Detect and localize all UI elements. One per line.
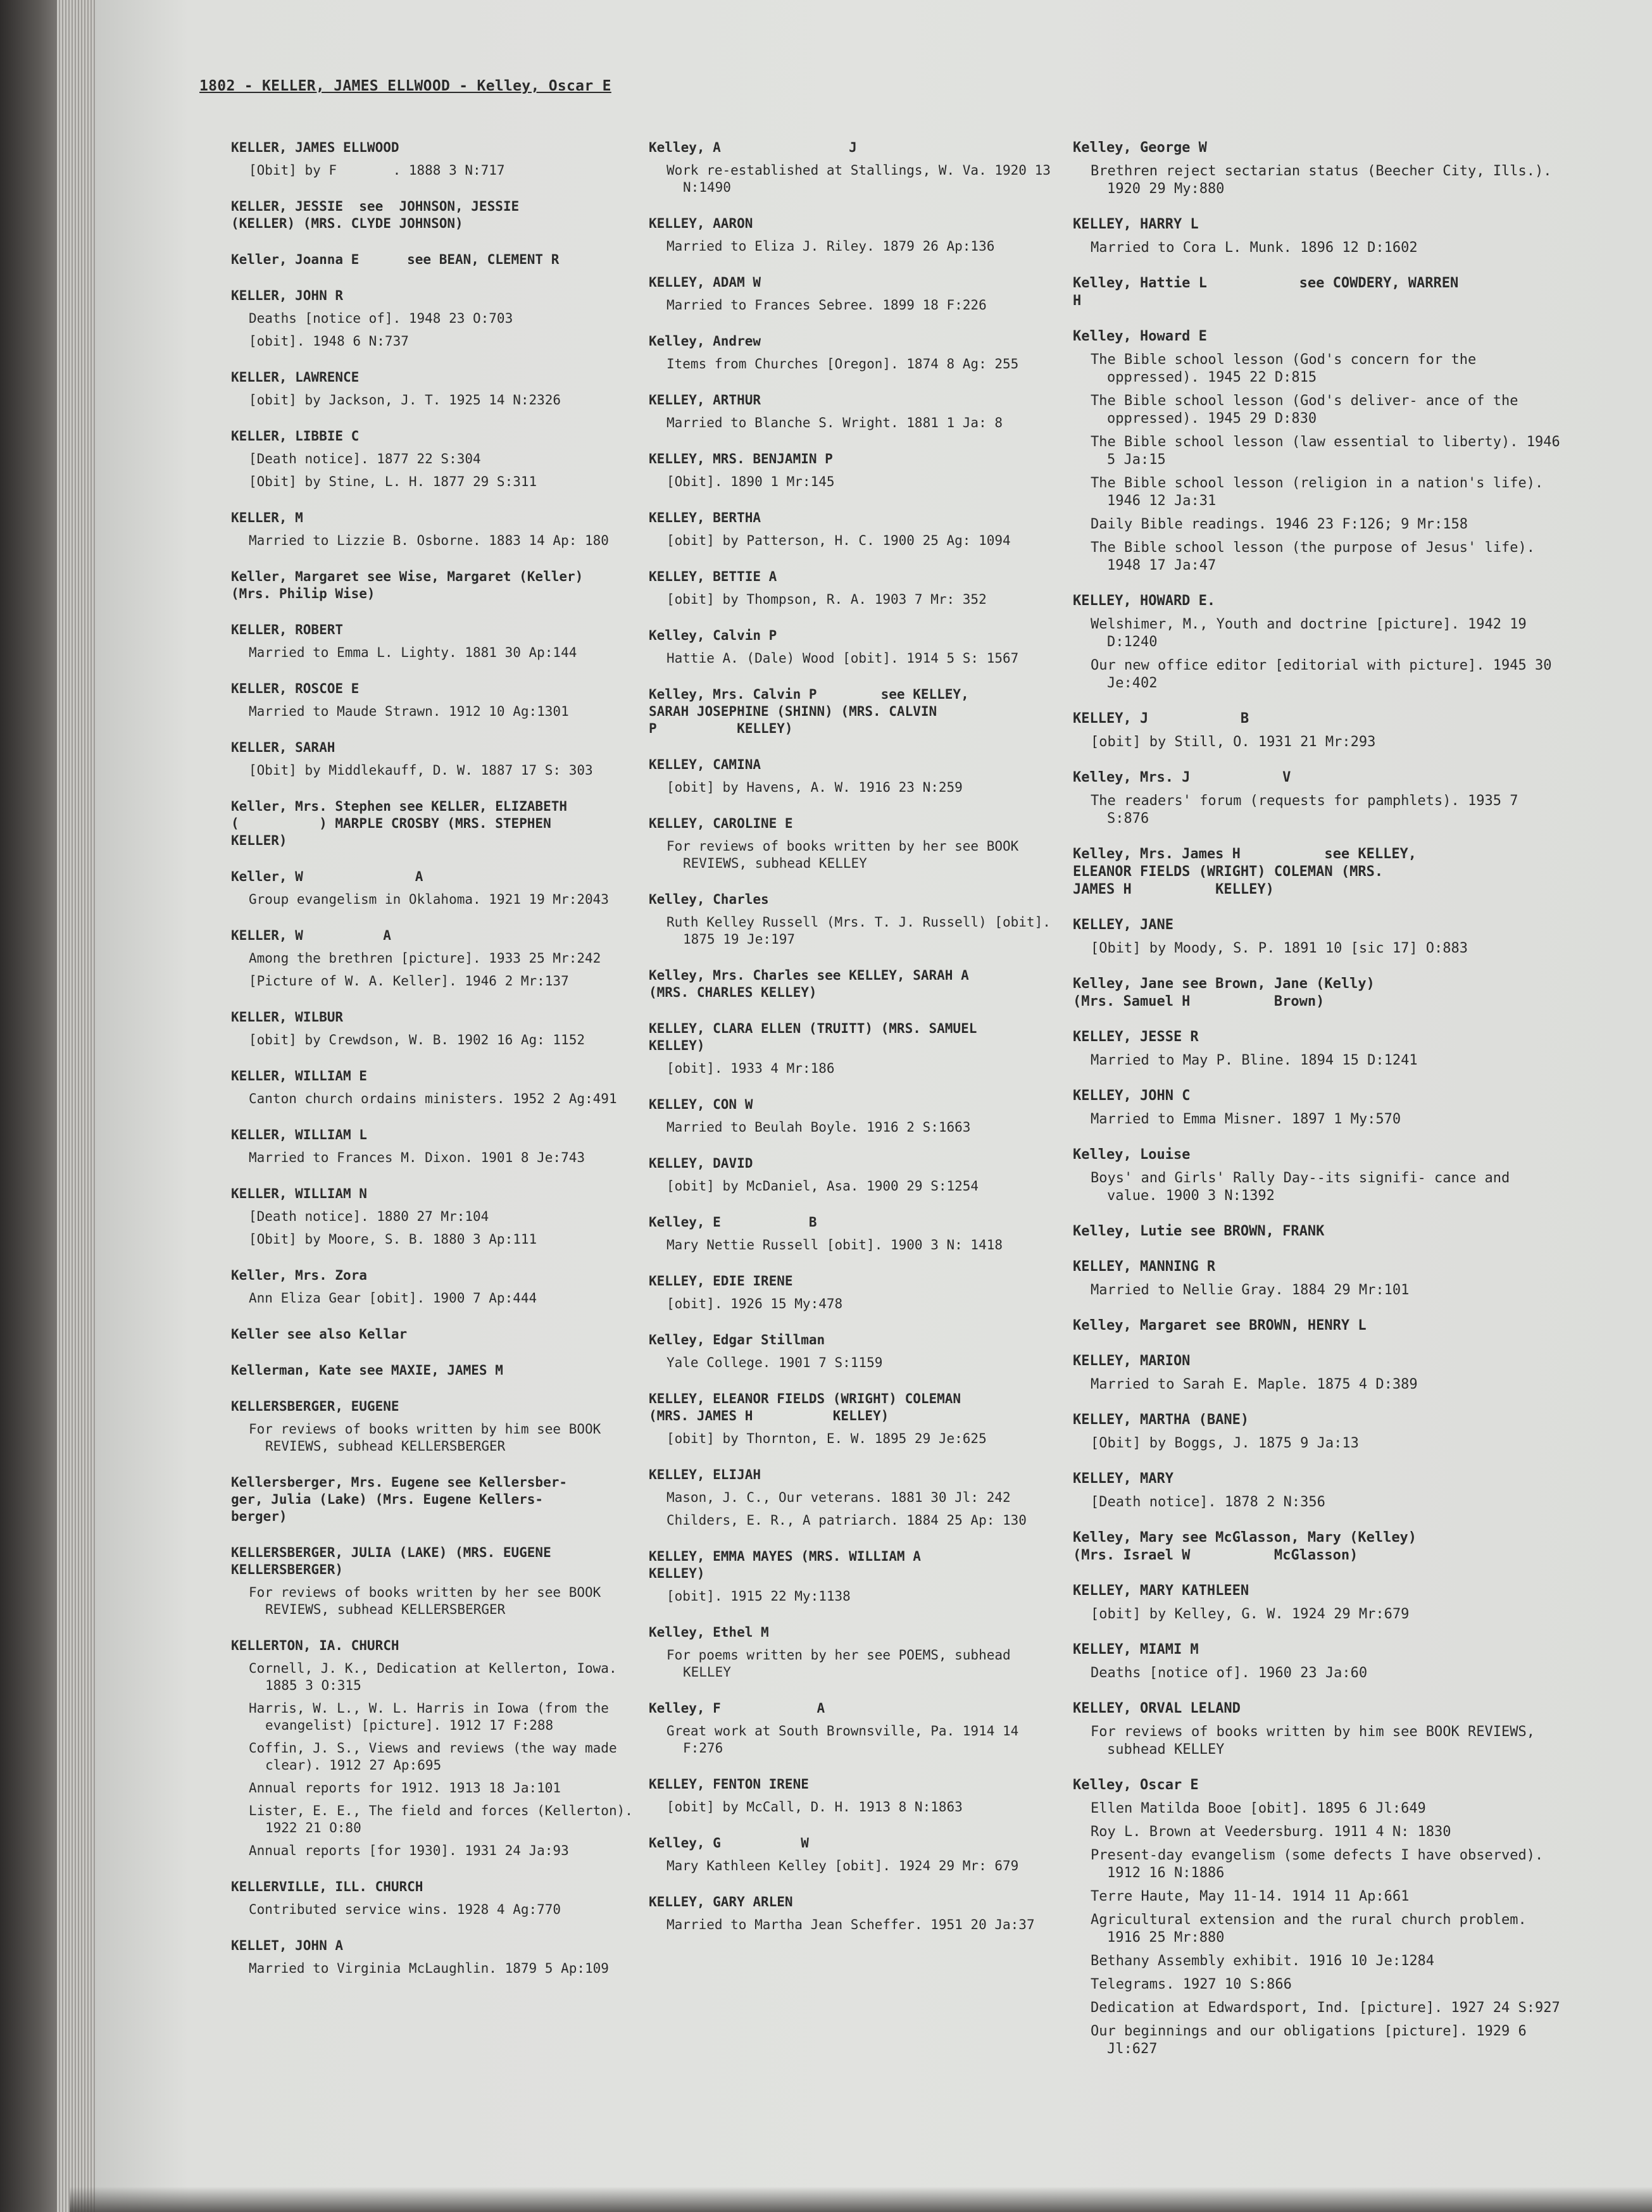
index-entry xyxy=(649,215,1054,255)
index-entry xyxy=(231,1185,636,1248)
entry-heading: Kelley, Edgar Stillman xyxy=(649,1332,825,1347)
entry-citation: Deaths [notice of]. 1960 23 Ja:60 xyxy=(1091,1665,1368,1681)
index-entry xyxy=(231,251,636,268)
entry-heading: Kelley, Jane see Brown, Jane (Kelly) (Mrs. Samuel H Brown) xyxy=(1073,976,1375,1009)
entry-heading: KELLER, LIBBIE C xyxy=(231,428,360,444)
index-entry xyxy=(649,1155,1054,1195)
entry-heading: KELLEY, AARON xyxy=(649,216,753,231)
index-entry xyxy=(231,739,636,779)
entry-heading: KELLEY, JANE xyxy=(1073,917,1173,933)
entry-citation: The readers' forum (requests for pamphlets). 1935 7 S:876 xyxy=(1091,793,1527,827)
entry-citation: Married to Blanche S. Wright. 1881 1 Ja: 8 xyxy=(666,415,1003,430)
index-entry xyxy=(649,627,1054,667)
entry-heading: KELLEY, ELEANOR FIELDS (WRIGHT) COLEMAN (MRS. JAMES H KELLEY) xyxy=(649,1391,961,1423)
entry-heading: KELLEY, MARION xyxy=(1073,1353,1191,1369)
entry-citation: Yale College. 1901 7 S:1159 xyxy=(666,1355,883,1370)
index-column-3 xyxy=(1073,139,1567,2076)
entry-heading: Kelley, Mary see McGlasson, Mary (Kelley) (Mrs. Israel W McGlasson) xyxy=(1073,1530,1417,1563)
index-entry xyxy=(231,680,636,720)
entry-citation: [obit]. 1948 6 N:737 xyxy=(249,334,409,349)
index-entry xyxy=(649,967,1054,1001)
entry-citation: The Bible school lesson (God's deliver- ance of the oppressed). 1945 29 D:830 xyxy=(1091,393,1527,427)
entry-citation: [obit] by Thornton, E. W. 1895 29 Je:625 xyxy=(666,1431,987,1446)
entry-heading: KELLER, ROSCOE E xyxy=(231,681,360,696)
entry-heading: Kelley, Mrs. Charles see KELLEY, SARAH A (MRS. CHARLES KELLEY) xyxy=(649,968,969,1000)
index-column-2 xyxy=(649,139,1059,1953)
entry-heading: KELLER, WILLIAM L xyxy=(231,1127,367,1142)
entry-heading: KELLEY, MRS. BENJAMIN P xyxy=(649,451,833,466)
index-entry xyxy=(649,1273,1054,1313)
index-entry xyxy=(649,1390,1054,1447)
index-entry xyxy=(1073,1641,1567,1682)
entry-heading: Kelley, A J xyxy=(649,140,857,155)
entry-heading: KELLEY, BETTIE A xyxy=(649,569,777,584)
entry-heading: KELLEY, ARTHUR xyxy=(649,392,761,408)
entry-heading: Kelley, Mrs. James H see KELLEY, ELEANOR FIELDS (WRIGHT) COLEMAN (MRS. JAMES H KELLEY) xyxy=(1073,846,1417,897)
entry-heading: KELLET, JOHN A xyxy=(231,1938,344,1953)
index-entry xyxy=(1073,1700,1567,1759)
index-entry xyxy=(231,1362,636,1379)
entry-citation: The Bible school lesson (the purpose of Jesus' life). 1948 17 Ja:47 xyxy=(1091,540,1544,573)
entry-citation: [obit] by Crewdson, W. B. 1902 16 Ag: 1152 xyxy=(249,1032,585,1047)
entry-heading: KELLER, WILLIAM E xyxy=(231,1068,367,1084)
entry-citation: Married to Beulah Boyle. 1916 2 S:1663 xyxy=(666,1120,971,1135)
entry-citation: Harris, W. L., W. L. Harris in Iowa (from the evangelist) [picture]. 1912 17 F:288 xyxy=(249,1701,617,1733)
index-entry xyxy=(231,927,636,990)
entry-citation: Childers, E. R., A patriarch. 1884 25 Ap: 130 xyxy=(666,1513,1027,1528)
index-entry xyxy=(1073,975,1567,1011)
entry-citation: [obit] by Kelley, G. W. 1924 29 Mr:679 xyxy=(1091,1606,1410,1622)
index-entry xyxy=(649,815,1054,872)
index-entry xyxy=(1073,216,1567,257)
entry-heading: KELLEY, MANNING R xyxy=(1073,1259,1216,1275)
entry-citation: [obit]. 1933 4 Mr:186 xyxy=(666,1061,835,1076)
entry-heading: Kelley, Margaret see BROWN, HENRY L xyxy=(1073,1318,1367,1334)
index-entry xyxy=(1073,1028,1567,1070)
entry-citation: [Obit] by Boggs, J. 1875 9 Ja:13 xyxy=(1091,1435,1359,1451)
index-entry xyxy=(231,798,636,849)
entry-citation: Married to Nellie Gray. 1884 29 Mr:101 xyxy=(1091,1282,1410,1298)
entry-citation: Married to Eliza J. Riley. 1879 26 Ap:136 xyxy=(666,239,995,254)
index-entry xyxy=(1073,1087,1567,1128)
index-entry xyxy=(649,1894,1054,1934)
index-entry xyxy=(231,1637,641,1859)
entry-heading: Kelley, Mrs. Calvin P see KELLEY, SARAH JOSEPHINE (SHINN) (MRS. CALVIN P KELLEY) xyxy=(649,687,969,736)
entry-citation: [Obit]. 1890 1 Mr:145 xyxy=(666,474,835,489)
index-entry xyxy=(649,1548,1054,1605)
index-entry xyxy=(649,509,1054,549)
entry-heading: KELLEY, MARTHA (BANE) xyxy=(1073,1412,1249,1428)
entry-citation: Among the brethren [picture]. 1933 25 Mr:242 xyxy=(249,951,601,966)
entry-citation: Our new office editor [editorial with picture]. 1945 30 Je:402 xyxy=(1091,658,1560,691)
index-entry xyxy=(1073,592,1567,692)
index-entry xyxy=(231,428,636,491)
entry-heading: KELLEY, ELIJAH xyxy=(649,1467,761,1482)
index-page xyxy=(95,0,1652,2212)
entry-citation: Boys' and Girls' Rally Day--its signifi- cance and value. 1900 3 N:1392 xyxy=(1091,1170,1518,1204)
index-entry xyxy=(231,1068,636,1108)
entry-citation: Present-day evangelism (some defects I have observed). 1912 16 N:1886 xyxy=(1091,1847,1552,1881)
entry-citation: Items from Churches [Oregon]. 1874 8 Ag: 255 xyxy=(666,356,1019,372)
entry-heading: Kelley, Louise xyxy=(1073,1147,1191,1163)
entry-citation: [Obit] by Moore, S. B. 1880 3 Ap:111 xyxy=(249,1232,537,1247)
entry-citation: Married to Maude Strawn. 1912 10 Ag:1301 xyxy=(249,704,569,719)
entry-citation: [Obit] by Moody, S. P. 1891 10 [sic 17] O:883 xyxy=(1091,940,1468,956)
entry-citation: Married to Virginia McLaughlin. 1879 5 Ap:109 xyxy=(249,1961,609,1976)
entry-heading: Keller see also Kellar xyxy=(231,1327,408,1342)
entry-heading: KELLEY, HOWARD E. xyxy=(1073,593,1216,609)
entry-citation: Group evangelism in Oklahoma. 1921 19 Mr:2043 xyxy=(249,892,609,907)
entry-heading: KELLEY, MARY xyxy=(1073,1471,1173,1487)
entry-heading: KELLEY, HARRY L xyxy=(1073,216,1199,232)
entry-citation: For reviews of books written by her see BOOK REVIEWS, subhead KELLERSBERGER xyxy=(249,1585,609,1617)
index-entry xyxy=(649,756,1054,796)
index-entry xyxy=(649,1332,1054,1372)
entry-heading: KELLEY, CLARA ELLEN (TRUITT) (MRS. SAMUEL KELLEY) xyxy=(649,1021,977,1053)
entry-citation: Brethren reject sectarian status (Beecher City, Ills.). 1920 29 My:880 xyxy=(1091,163,1560,197)
index-entry xyxy=(649,392,1054,432)
index-entry xyxy=(231,1878,636,1918)
entry-heading: KELLER, JAMES ELLWOOD xyxy=(231,140,399,155)
entry-citation: Mary Nettie Russell [obit]. 1900 3 N: 1418 xyxy=(666,1237,1003,1253)
entry-heading: KELLEY, BERTHA xyxy=(649,510,761,525)
entry-heading: KELLEY, DAVID xyxy=(649,1156,753,1171)
entry-citation: [obit] by McCall, D. H. 1913 8 N:1863 xyxy=(666,1799,963,1815)
entry-heading: KELLEY, EMMA MAYES (MRS. WILLIAM A KELLEY) xyxy=(649,1549,921,1581)
entry-citation: Telegrams. 1927 10 S:866 xyxy=(1091,1977,1292,1992)
entry-heading: Kelley, Mrs. J V xyxy=(1073,770,1291,785)
index-entry xyxy=(231,1127,636,1166)
index-entry xyxy=(231,622,636,661)
entry-citation: For reviews of books written by her see BOOK REVIEWS, subhead KELLEY xyxy=(666,839,1027,871)
entry-heading: KELLER, JESSIE see JOHNSON, JESSIE (KELLER) (MRS. CLYDE JOHNSON) xyxy=(231,199,520,231)
entry-citation: Annual reports [for 1930]. 1931 24 Ja:93 xyxy=(249,1843,569,1858)
entry-citation: Terre Haute, May 11-14. 1914 11 Ap:661 xyxy=(1091,1889,1410,1904)
entry-citation: Annual reports for 1912. 1913 18 Ja:101 xyxy=(249,1780,561,1796)
entry-heading: KELLEY, JESSE R xyxy=(1073,1029,1199,1045)
entry-heading: KELLERTON, IA. CHURCH xyxy=(231,1638,399,1653)
index-entry xyxy=(231,1398,636,1455)
entry-citation: [Obit] by Middlekauff, D. W. 1887 17 S: 303 xyxy=(249,763,593,778)
index-entry xyxy=(1073,1353,1567,1394)
entry-citation: Bethany Assembly exhibit. 1916 10 Je:1284 xyxy=(1091,1953,1435,1969)
entry-citation: [obit]. 1926 15 My:478 xyxy=(666,1296,843,1311)
entry-heading: KELLEY, MIAMI M xyxy=(1073,1642,1199,1658)
index-entry xyxy=(649,1466,1054,1529)
entry-citation: [Death notice]. 1878 2 N:356 xyxy=(1091,1494,1325,1510)
index-entry xyxy=(649,1700,1054,1757)
index-entry xyxy=(1073,710,1567,751)
running-head: 1802 - KELLER, JAMES ELLWOOD - Kelley, Oscar E xyxy=(199,78,611,94)
entry-heading: KELLER, WILLIAM N xyxy=(231,1186,367,1201)
entry-heading: Kelley, Howard E xyxy=(1073,328,1207,344)
entry-heading: Kelley, George W xyxy=(1073,140,1207,156)
entry-citation: Agricultural extension and the rural church problem. 1916 25 Mr:880 xyxy=(1091,1912,1535,1946)
index-column-1 xyxy=(231,139,641,1996)
entry-citation: Married to May P. Bline. 1894 15 D:1241 xyxy=(1091,1053,1418,1068)
entry-citation: Married to Cora L. Munk. 1896 12 D:1602 xyxy=(1091,240,1418,256)
entry-citation: [Death notice]. 1880 27 Mr:104 xyxy=(249,1209,489,1224)
entry-heading: KELLEY, GARY ARLEN xyxy=(649,1894,793,1909)
index-entry xyxy=(231,1937,636,1977)
index-entry xyxy=(649,1020,1054,1077)
entry-citation: Contributed service wins. 1928 4 Ag:770 xyxy=(249,1902,561,1917)
index-entry xyxy=(1073,1146,1567,1205)
entry-heading: Keller, Joanna E see BEAN, CLEMENT R xyxy=(231,252,560,267)
entry-citation: Married to Martha Jean Scheffer. 1951 20 Ja:37 xyxy=(666,1917,1035,1932)
index-entry xyxy=(231,1326,636,1343)
entry-citation: The Bible school lesson (God's concern for the oppressed). 1945 22 D:815 xyxy=(1091,352,1485,385)
entry-heading: KELLER, W A xyxy=(231,928,391,943)
entry-citation: [obit] by Havens, A. W. 1916 23 N:259 xyxy=(666,780,963,795)
entry-heading: Kellerman, Kate see MAXIE, JAMES M xyxy=(231,1363,503,1378)
entry-citation: Deaths [notice of]. 1948 23 O:703 xyxy=(249,311,513,326)
entry-citation: Work re-established at Stallings, W. Va. 1920 13 N:1490 xyxy=(666,163,1059,195)
index-entry xyxy=(1073,1529,1567,1565)
entry-citation: Married to Lizzie B. Osborne. 1883 14 Ap: 180 xyxy=(249,533,609,548)
entry-heading: KELLERVILLE, ILL. CHURCH xyxy=(231,1879,423,1894)
entry-heading: KELLEY, EDIE IRENE xyxy=(649,1273,793,1289)
index-entry xyxy=(649,1776,1054,1816)
entry-citation: Dedication at Edwardsport, Ind. [picture]. 1927 24 S:927 xyxy=(1091,2000,1560,2016)
entry-citation: Married to Emma Misner. 1897 1 My:570 xyxy=(1091,1111,1401,1127)
entry-citation: Married to Sarah E. Maple. 1875 4 D:389 xyxy=(1091,1377,1418,1392)
index-entry xyxy=(231,287,636,350)
index-entry xyxy=(231,1544,636,1618)
entry-citation: [obit] by McDaniel, Asa. 1900 29 S:1254 xyxy=(666,1178,979,1194)
entry-citation: Ellen Matilda Booe [obit]. 1895 6 Jl:649 xyxy=(1091,1801,1426,1816)
entry-citation: Mason, J. C., Our veterans. 1881 30 Jl: 242 xyxy=(666,1490,1011,1505)
entry-heading: Kellersberger, Mrs. Eugene see Kellersber- ger, Julia (Lake) (Mrs. Eugene Kellers- berger) xyxy=(231,1475,568,1524)
index-entry xyxy=(1073,1258,1567,1299)
index-entry xyxy=(1073,916,1567,958)
entry-heading: KELLER, LAWRENCE xyxy=(231,370,360,385)
entry-heading: Kelley, E B xyxy=(649,1215,817,1230)
index-entry xyxy=(1073,769,1567,828)
entry-heading: KELLER, WILBUR xyxy=(231,1009,344,1025)
entry-citation: Married to Emma L. Lighty. 1881 30 Ap:144 xyxy=(249,645,577,660)
index-entry xyxy=(649,1624,1054,1681)
entry-heading: KELLERSBERGER, EUGENE xyxy=(231,1399,399,1414)
entry-citation: Ruth Kelley Russell (Mrs. T. J. Russell) [obit]. 1875 19 Je:197 xyxy=(666,915,1059,947)
entry-citation: For reviews of books written by him see BOOK REVIEWS, subhead KELLERSBERGER xyxy=(249,1422,609,1454)
entry-heading: Kelley, G W xyxy=(649,1835,809,1851)
entry-heading: KELLEY, ADAM W xyxy=(649,275,761,290)
entry-citation: Coffin, J. S., Views and reviews (the way made clear). 1912 27 Ap:695 xyxy=(249,1740,625,1773)
entry-citation: Canton church ordains ministers. 1952 2 Ag:491 xyxy=(249,1091,617,1106)
index-entry xyxy=(231,1474,636,1525)
entry-heading: KELLEY, CON W xyxy=(649,1097,753,1112)
index-entry xyxy=(1073,1777,1567,2058)
index-entry xyxy=(649,568,1054,608)
entry-heading: KELLEY, J B xyxy=(1073,711,1249,727)
entry-heading: Kelley, Andrew xyxy=(649,334,761,349)
entry-citation: Welshimer, M., Youth and doctrine [picture]. 1942 19 D:1240 xyxy=(1091,616,1535,650)
entry-heading: Kelley, Ethel M xyxy=(649,1625,769,1640)
entry-heading: Kelley, Charles xyxy=(649,892,769,907)
index-entry xyxy=(1073,1223,1567,1240)
entry-citation: The Bible school lesson (law essential to liberty). 1946 5 Ja:15 xyxy=(1091,434,1568,468)
entry-heading: KELLEY, CAMINA xyxy=(649,757,761,772)
entry-heading: KELLER, SARAH xyxy=(231,740,335,755)
entry-heading: KELLEY, MARY KATHLEEN xyxy=(1073,1583,1249,1599)
entry-citation: For poems written by her see POEMS, subhead KELLEY xyxy=(666,1647,1019,1680)
index-entry xyxy=(1073,328,1567,575)
entry-heading: KELLERSBERGER, JULIA (LAKE) (MRS. EUGENE KELLERSBERGER) xyxy=(231,1545,551,1577)
index-entry xyxy=(649,139,1059,196)
index-entry xyxy=(231,1267,636,1307)
entry-heading: Kelley, Oscar E xyxy=(1073,1777,1199,1793)
index-entry xyxy=(649,1096,1054,1136)
entry-citation: [obit]. 1915 22 My:1138 xyxy=(666,1589,851,1604)
entry-heading: Keller, Margaret see Wise, Margaret (Keller) (Mrs. Philip Wise) xyxy=(231,569,584,601)
entry-heading: Keller, W A xyxy=(231,869,423,884)
entry-heading: KELLER, ROBERT xyxy=(231,622,344,637)
entry-heading: Keller, Mrs. Zora xyxy=(231,1268,367,1283)
entry-citation: For reviews of books written by him see BOOK REVIEWS, subhead KELLEY xyxy=(1091,1724,1544,1758)
index-entry xyxy=(231,1009,636,1049)
index-entry xyxy=(231,369,636,409)
index-entry xyxy=(1073,139,1567,198)
entry-citation: The Bible school lesson (religion in a nation's life). 1946 12 Ja:31 xyxy=(1091,475,1552,509)
entry-heading: Kelley, F A xyxy=(649,1701,825,1716)
entry-citation: Cornell, J. K., Dedication at Kellerton, Iowa. 1885 3 O:315 xyxy=(249,1661,625,1693)
index-entry xyxy=(649,686,1054,737)
index-entry xyxy=(649,333,1054,373)
index-entry xyxy=(649,274,1054,314)
entry-citation: Married to Frances M. Dixon. 1901 8 Je:743 xyxy=(249,1150,585,1165)
entry-citation: [obit] by Thompson, R. A. 1903 7 Mr: 352 xyxy=(666,592,987,607)
index-entry xyxy=(231,568,636,603)
entry-citation: Our beginnings and our obligations [picture]. 1929 6 Jl:627 xyxy=(1091,2023,1535,2057)
entry-citation: Great work at South Brownsville, Pa. 1914 14 F:276 xyxy=(666,1723,1027,1756)
index-entry xyxy=(231,139,636,179)
entry-heading: Kelley, Calvin P xyxy=(649,628,777,643)
entry-citation: Hattie A. (Dale) Wood [obit]. 1914 5 S: 1567 xyxy=(666,651,1019,666)
entry-citation: [Picture of W. A. Keller]. 1946 2 Mr:137 xyxy=(249,973,569,989)
entry-heading: KELLEY, FENTON IRENE xyxy=(649,1777,809,1792)
index-entry xyxy=(231,868,636,908)
entry-heading: KELLEY, JOHN C xyxy=(1073,1088,1191,1104)
entry-citation: Married to Frances Sebree. 1899 18 F:226 xyxy=(666,297,987,313)
index-entry xyxy=(1073,1470,1567,1511)
bottom-shadow xyxy=(70,2187,1652,2212)
entry-citation: [Obit] by F . 1888 3 N:717 xyxy=(249,163,505,178)
entry-citation: [obit] by Jackson, J. T. 1925 14 N:2326 xyxy=(249,392,561,408)
entry-heading: Kelley, Lutie see BROWN, FRANK xyxy=(1073,1223,1325,1239)
entry-heading: Keller, Mrs. Stephen see KELLER, ELIZABETH ( ) MARPLE CROSBY (MRS. STEPHEN KELLER) xyxy=(231,799,568,848)
index-entry xyxy=(1073,1582,1567,1623)
index-entry xyxy=(231,509,636,549)
entry-citation: [obit] by Still, O. 1931 21 Mr:293 xyxy=(1091,734,1376,750)
entry-heading: KELLEY, CAROLINE E xyxy=(649,816,793,831)
index-entry xyxy=(231,198,636,232)
entry-citation: Ann Eliza Gear [obit]. 1900 7 Ap:444 xyxy=(249,1290,537,1306)
entry-heading: KELLER, JOHN R xyxy=(231,288,344,303)
index-entry xyxy=(1073,846,1567,899)
index-entry xyxy=(1073,1411,1567,1453)
index-entry xyxy=(649,1835,1054,1875)
entry-citation: [Death notice]. 1877 22 S:304 xyxy=(249,451,481,466)
index-entry xyxy=(649,891,1059,948)
entry-citation: Mary Kathleen Kelley [obit]. 1924 29 Mr: 679 xyxy=(666,1858,1019,1873)
entry-heading: KELLEY, ORVAL LELAND xyxy=(1073,1701,1241,1716)
index-entry xyxy=(649,451,1054,491)
entry-citation: [obit] by Patterson, H. C. 1900 25 Ag: 1094 xyxy=(666,533,1011,548)
entry-citation: Lister, E. E., The field and forces (Kellerton). 1922 21 O:80 xyxy=(249,1803,641,1835)
index-entry xyxy=(1073,1317,1567,1335)
index-entry xyxy=(1073,275,1567,310)
entry-heading: KELLER, M xyxy=(231,510,303,525)
entry-citation: [Obit] by Stine, L. H. 1877 29 S:311 xyxy=(249,474,537,489)
entry-citation: Daily Bible readings. 1946 23 F:126; 9 Mr:158 xyxy=(1091,516,1468,532)
index-entry xyxy=(649,1214,1054,1254)
entry-heading: Kelley, Hattie L see COWDERY, WARREN H xyxy=(1073,275,1459,309)
entry-citation: Roy L. Brown at Veedersburg. 1911 4 N: 1830 xyxy=(1091,1824,1451,1840)
